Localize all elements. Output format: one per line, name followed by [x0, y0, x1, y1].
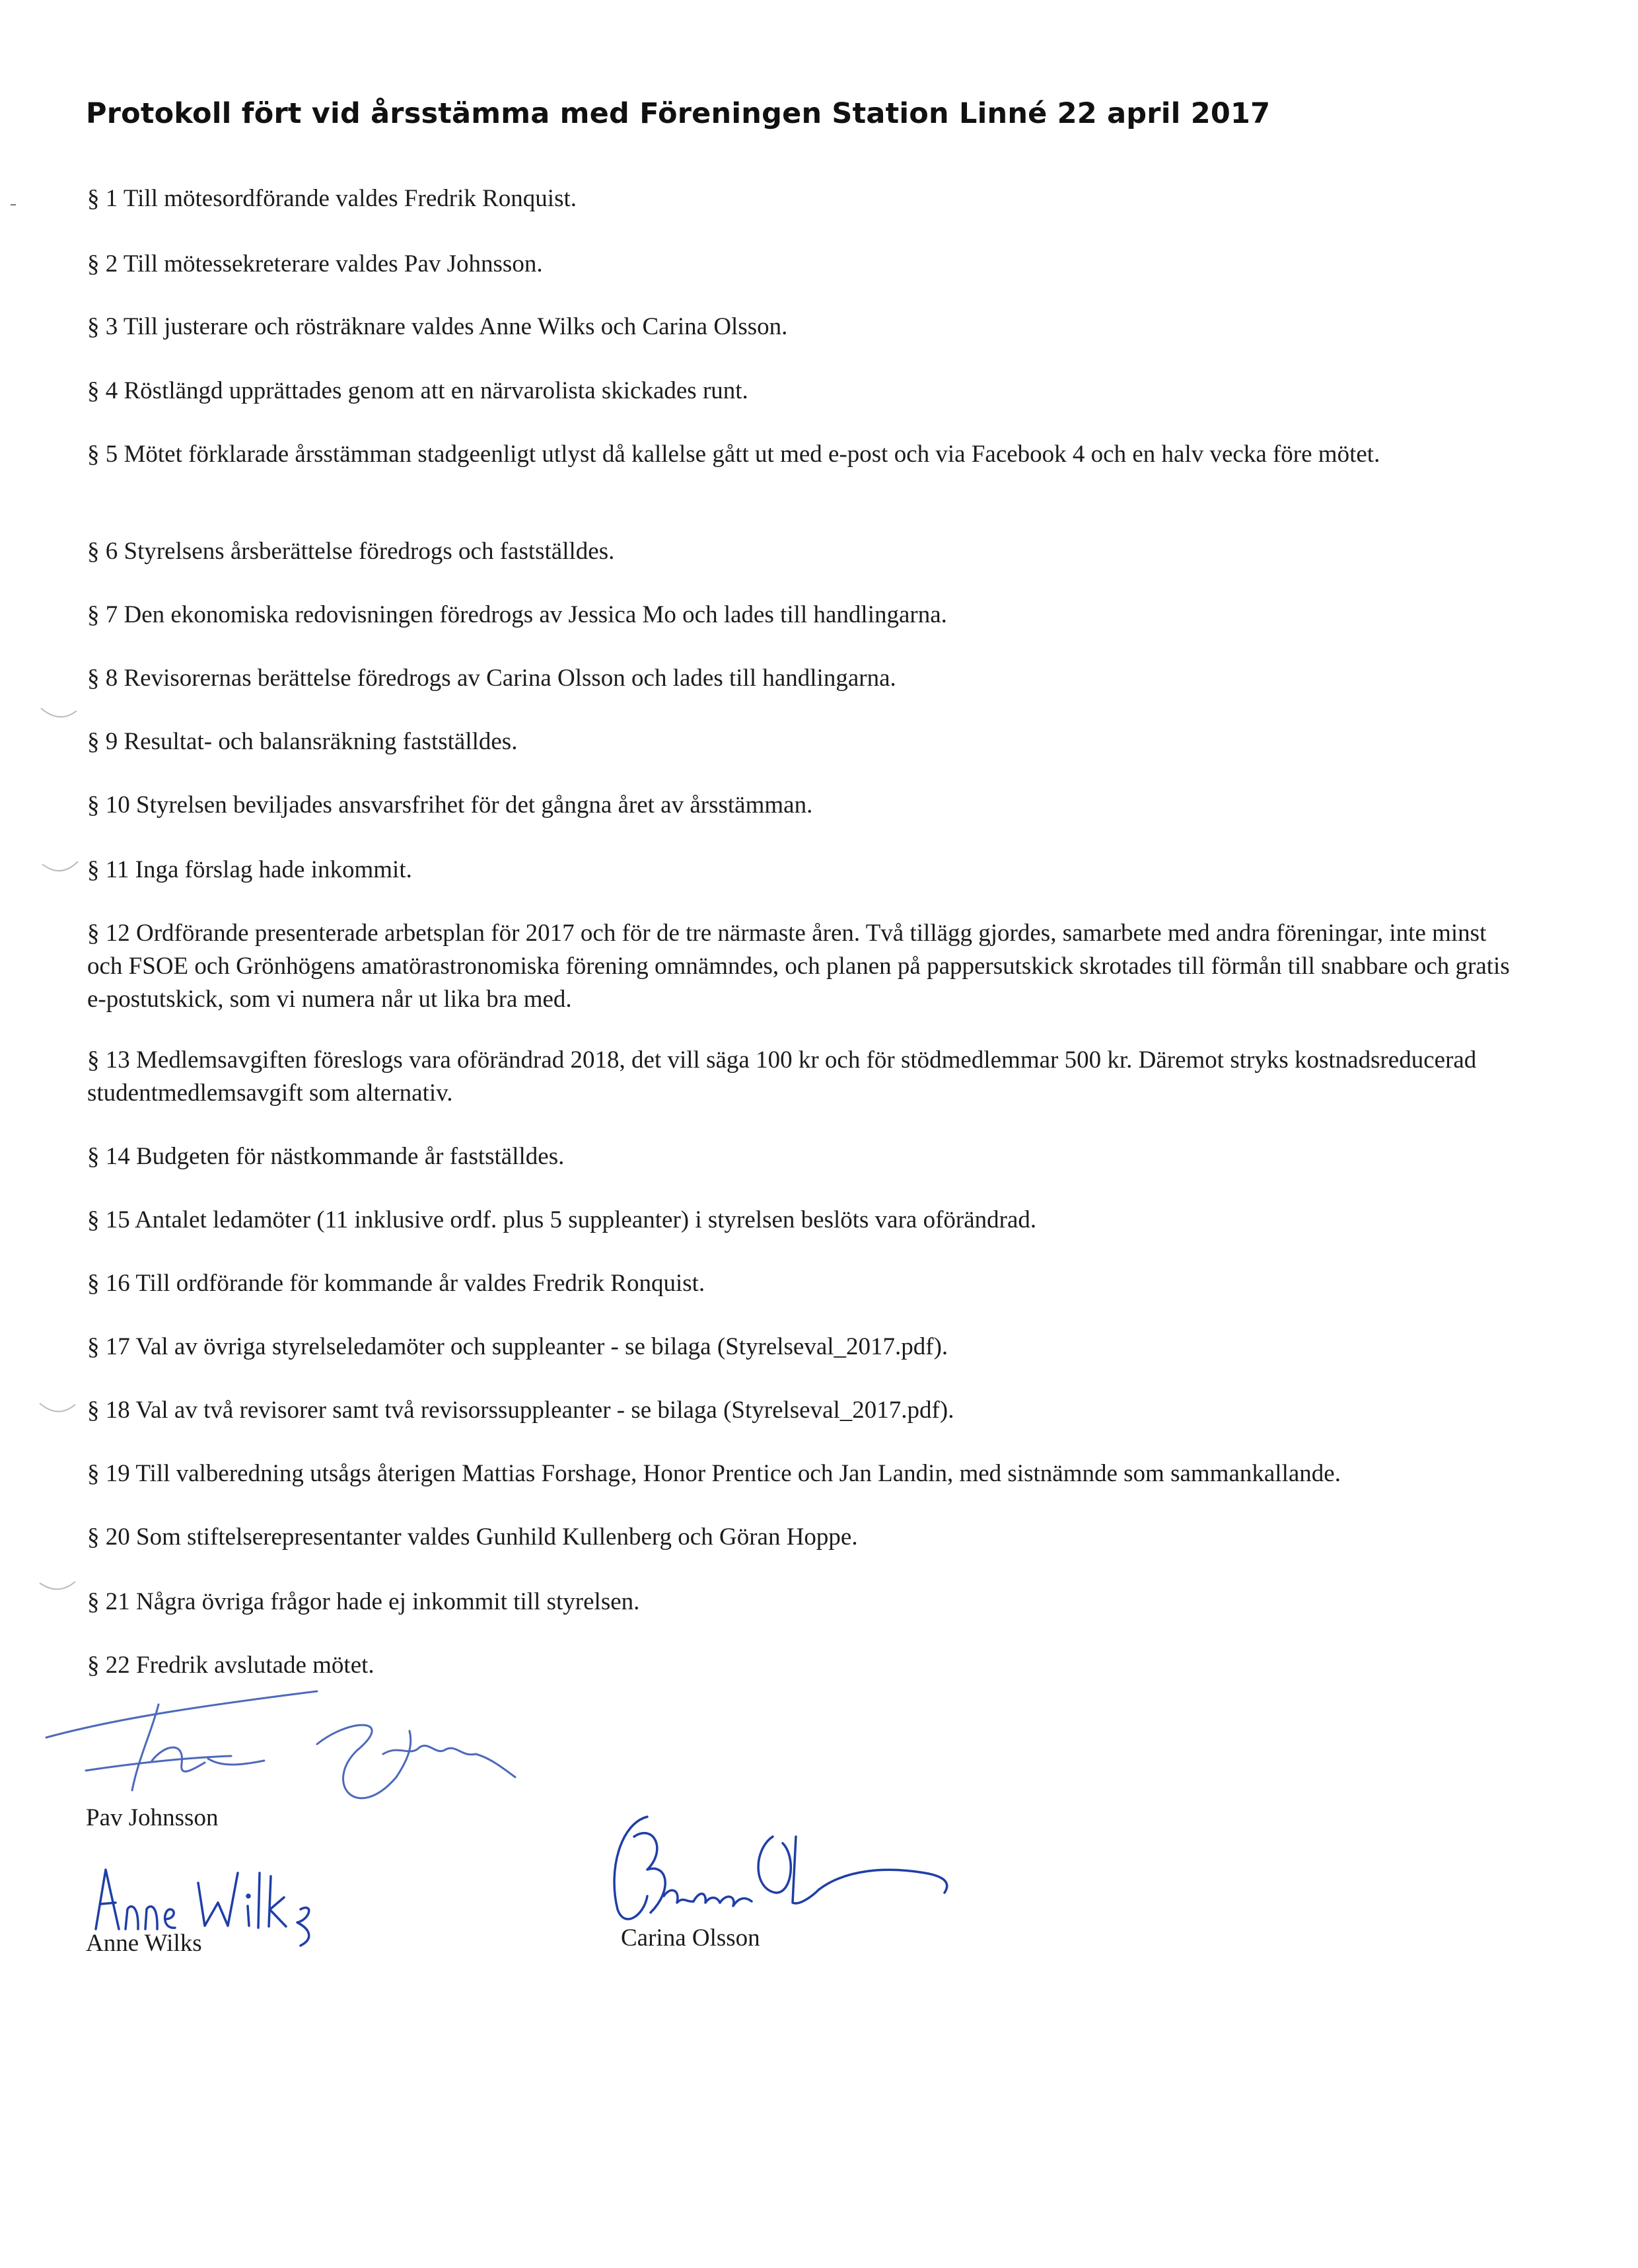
- paragraph-18: § 18 Val av två revisorer samt två revisorssuppleanter - se bilaga (Styrelseval_2017.pdf).: [87, 1397, 954, 1424]
- paragraph-8: § 8 Revisorernas berättelse föredrogs av Carina Olsson och lades till handlingarna.: [87, 665, 896, 692]
- signature-carina-olsson: [594, 1797, 964, 1936]
- paragraph-9: § 9 Resultat- och balansräkning fastställdes.: [87, 728, 518, 755]
- paragraph-14: § 14 Budgeten för nästkommande år fastställdes.: [87, 1143, 565, 1170]
- paragraph-1: § 1 Till mötesordförande valdes Fredrik Ronquist.: [87, 185, 577, 212]
- paragraph-4: § 4 Röstlängd upprättades genom att en närvarolista skickades runt.: [87, 377, 748, 404]
- signature-name-pav-johnsson: Pav Johnsson: [86, 1804, 219, 1831]
- paragraph-13: § 13 Medlemsavgiften föreslogs vara oförändrad 2018, det vill säga 100 kr och för stödmedlemmar 500 kr. Däremot stryks kostnadsreducerad studentmedlemsavgift som alternativ.: [87, 1046, 1477, 1107]
- paragraph-21: § 21 Några övriga frågor hade ej inkommit till styrelsen.: [87, 1588, 640, 1615]
- margin-mark-2: [40, 706, 79, 725]
- paragraph-5: § 5 Mötet förklarade årsstämman stadgeenligt utlyst då kallelse gått ut med e-post och via Facebook 4 och en halv vecka före mötet.: [87, 441, 1380, 468]
- paragraph-2: § 2 Till mötessekreterare valdes Pav Johnsson.: [87, 250, 543, 277]
- margin-mark-5: [38, 1579, 78, 1599]
- signature-name-carina-olsson: Carina Olsson: [621, 1924, 760, 1952]
- paragraph-7: § 7 Den ekonomiska redovisningen föredrogs av Jessica Mo och lades till handlingarna.: [87, 601, 947, 628]
- paragraph-20: § 20 Som stiftelserepresentanter valdes Gunhild Kullenberg och Göran Hoppe.: [87, 1523, 858, 1551]
- paragraph-3: § 3 Till justerare och rösträknare valdes Anne Wilks och Carina Olsson.: [87, 313, 788, 340]
- paragraph-15: § 15 Antalet ledamöter (11 inklusive ordf. plus 5 suppleanter) i styrelsen beslöts vara oförändrad.: [87, 1206, 1037, 1233]
- page-title: Protokoll fört vid årsstämma med Föreningen Station Linné 22 april 2017: [86, 96, 1271, 130]
- paragraph-12: § 12 Ordförande presenterade arbetsplan för 2017 och för de tre närmaste åren. Två tillägg gjordes, samarbete med andra föreningar, inte minst och FSOE och Grönhögens amatörastronomiska förening omnämndes, och planen på pappersutskick skrotades till förmån till snabbare och gratis e-postutskick, som vi numera når ut lika bra med.: [87, 920, 1510, 1013]
- margin-mark-1: [9, 198, 22, 211]
- signature-name-anne-wilks: Anne Wilks: [86, 1930, 202, 1957]
- paragraph-10: § 10 Styrelsen beviljades ansvarsfrihet för det gångna året av årsstämman.: [87, 791, 813, 819]
- signature-pav-johnsson: [40, 1678, 528, 1823]
- margin-mark-4: [38, 1401, 78, 1420]
- paragraph-22: § 22 Fredrik avslutade mötet.: [87, 1652, 374, 1679]
- paragraph-19: § 19 Till valberedning utsågs återigen Mattias Forshage, Honor Prentice och Jan Landin, med sistnämnde som sammankallande.: [87, 1460, 1341, 1487]
- paragraph-16: § 16 Till ordförande för kommande år valdes Fredrik Ronquist.: [87, 1270, 705, 1297]
- margin-mark-3: [41, 859, 81, 879]
- paragraph-6: § 6 Styrelsens årsberättelse föredrogs och fastställdes.: [87, 538, 615, 565]
- paragraph-17: § 17 Val av övriga styrelseledamöter och suppleanter - se bilaga (Styrelseval_2017.pdf).: [87, 1333, 948, 1360]
- paragraph-11: § 11 Inga förslag hade inkommit.: [87, 856, 412, 883]
